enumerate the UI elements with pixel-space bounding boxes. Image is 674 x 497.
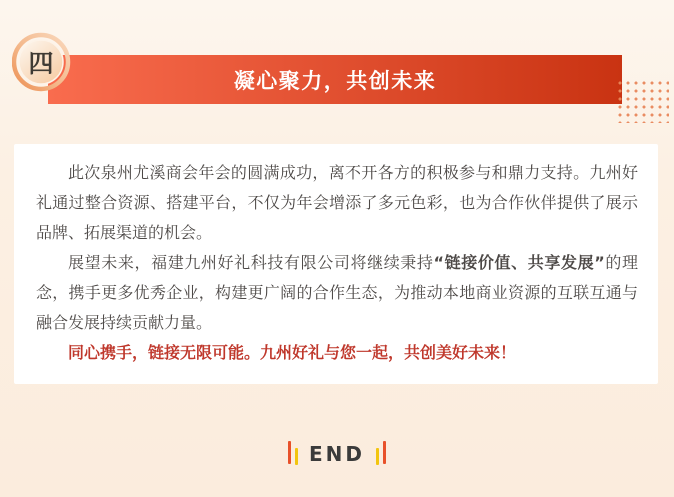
section-title: 凝心聚力，共创未来 xyxy=(233,68,437,93)
paragraph-1: 此次泉州尤溪商会年会的圆满成功，离不开各方的积极参与和鼎力支持。九州好礼通过整合资源、搭建平台，不仅为年会增添了多元色彩，也为合作伙伴提供了展示品牌、拓展渠道的机会。 xyxy=(36,163,638,242)
end-bar-yellow-icon xyxy=(295,448,298,465)
paragraph-2-tail: 的理念，携手更多优秀企业，构建更广阔的合作生态，为推动本地商业资源的互联互通与融合发展持续贡献力量。 xyxy=(36,253,638,332)
end-left-bars-icon xyxy=(288,441,298,465)
paragraph-2 xyxy=(36,248,638,338)
end-bar-red-icon xyxy=(383,441,386,464)
paragraph-2-emphasis: “链接价值、共享发展” xyxy=(433,253,605,272)
end-bar-yellow-icon xyxy=(376,448,379,465)
section-banner xyxy=(48,55,622,104)
end-bar-red-icon xyxy=(288,441,291,464)
closing-highlight: 同心携手，链接无限可能。九州好礼与您一起，共创美好未来！ xyxy=(68,343,517,362)
end-marker xyxy=(0,441,674,469)
section-number: 四 xyxy=(28,49,54,78)
end-right-bars-icon xyxy=(376,441,386,465)
paragraph-2-lead: 展望未来，福建九州好礼科技有限公司将继续秉持 xyxy=(68,253,434,272)
article-card xyxy=(14,144,658,384)
dot-grid-pattern xyxy=(615,78,669,123)
end-label: END xyxy=(308,442,365,466)
section-number-badge xyxy=(12,31,76,95)
